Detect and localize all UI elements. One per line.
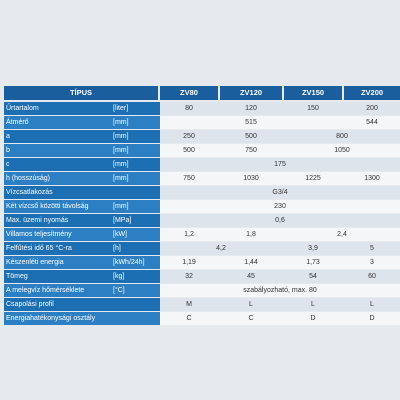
row-unit: [mm]: [110, 172, 161, 185]
value-cell: 1,73: [306, 259, 320, 266]
row-label: a: [4, 130, 110, 143]
row-dim-a: [0, 130, 400, 144]
row-unit: [mm]: [110, 130, 161, 143]
row-label: Vízcsatlakozás: [4, 186, 110, 199]
header-zv80: ZV80: [160, 86, 218, 100]
row-label: Energiahatékonysági osztály: [4, 312, 110, 325]
value-cell: 1225: [305, 175, 321, 182]
row-unit: [mm]: [110, 144, 161, 157]
value-cell: 1300: [364, 175, 380, 182]
row-label: Felfűtési idő 65 °C-ra: [4, 242, 110, 255]
row-label: Készenléti energia: [4, 256, 110, 269]
row-unit: [kg]: [110, 270, 161, 283]
row-label: c: [4, 158, 110, 171]
row-label: b: [4, 144, 110, 157]
value-cell: 2,4: [337, 231, 347, 238]
row-tapping-profile: [0, 298, 400, 312]
row-unit: [mm]: [110, 158, 161, 171]
row-energy-class: [0, 312, 400, 326]
value-cell: 175: [274, 161, 286, 168]
value-cell: 230: [274, 203, 286, 210]
value-cell: 1,8: [246, 231, 256, 238]
value-cell: 5: [370, 245, 374, 252]
value-cell: 750: [183, 175, 195, 182]
value-cell: 54: [309, 273, 317, 280]
value-cell: G3/4: [272, 189, 288, 196]
value-cell: 500: [183, 147, 195, 154]
row-unit: [°C]: [110, 284, 161, 297]
value-cell: M: [186, 301, 192, 308]
value-cell: 750: [245, 147, 257, 154]
row-water-connection: [0, 186, 400, 200]
value-cell: 32: [185, 273, 193, 280]
row-unit: [mm]: [110, 200, 161, 213]
value-cell: D: [369, 315, 375, 322]
value-cell: 515: [245, 119, 257, 126]
row-weight: [0, 270, 400, 284]
value-cell: 150: [307, 105, 319, 112]
value-cell: C: [186, 315, 192, 322]
row-capacity: [0, 102, 400, 116]
row-dim-b: [0, 144, 400, 158]
value-cell: L: [311, 301, 315, 308]
row-unit: [MPa]: [110, 214, 161, 227]
row-label: Csapolási profil: [4, 298, 110, 311]
row-unit: [kWh/24h]: [110, 256, 161, 269]
row-dim-c: [0, 158, 400, 172]
value-cell: L: [370, 301, 374, 308]
value-cell: 200: [366, 105, 378, 112]
row-unit: [kW]: [110, 228, 161, 241]
value-cell: 1,2: [184, 231, 194, 238]
value-cell: 800: [336, 133, 348, 140]
value-cell: 1050: [334, 147, 350, 154]
value-cell: D: [310, 315, 316, 322]
value-cell: 1,44: [244, 259, 258, 266]
row-pipe-distance: [0, 200, 400, 214]
row-label: Űrtartalom: [4, 102, 110, 115]
value-cell: 0,6: [275, 217, 285, 224]
row-label: A melegvíz hőmérséklete: [4, 284, 110, 297]
row-standby-energy: [0, 256, 400, 270]
value-cell: szabályozható, max. 80: [243, 287, 317, 294]
row-unit: [110, 298, 161, 311]
value-cell: L: [249, 301, 253, 308]
header-zv120: ZV120: [220, 86, 282, 100]
header-zv200: ZV200: [344, 86, 400, 100]
value-cell: 3: [370, 259, 374, 266]
value-cell: 3,9: [308, 245, 318, 252]
row-diameter: [0, 116, 400, 130]
header-tipus: TÍPUS: [4, 86, 158, 100]
value-cell: 45: [247, 273, 255, 280]
row-label: h (hosszúság): [4, 172, 110, 185]
value-cell: C: [248, 315, 254, 322]
row-power: [0, 228, 400, 242]
row-unit: [mm]: [110, 116, 161, 129]
row-length: [0, 172, 400, 186]
value-cell: 1,19: [182, 259, 196, 266]
row-label: Átmérő: [4, 116, 110, 129]
row-unit: [liter]: [110, 102, 161, 115]
row-heatup-time: [0, 242, 400, 256]
value-cell: 250: [183, 133, 195, 140]
header-zv150: ZV150: [284, 86, 342, 100]
value-cell: 500: [245, 133, 257, 140]
row-unit: [110, 186, 161, 199]
value-cell: 120: [245, 105, 257, 112]
row-max-pressure: [0, 214, 400, 228]
value-cell: 60: [368, 273, 376, 280]
row-label: Két vízcső közötti távolság: [4, 200, 110, 213]
row-label: Villamos teljesítmény: [4, 228, 110, 241]
value-cell: 80: [185, 105, 193, 112]
row-unit: [h]: [110, 242, 161, 255]
table-header: [0, 86, 400, 100]
value-cell: 1030: [243, 175, 259, 182]
row-label: Tömeg: [4, 270, 110, 283]
row-unit: [110, 312, 161, 325]
row-water-temp: [0, 284, 400, 298]
value-cell: 544: [366, 119, 378, 126]
row-label: Max. üzemi nyomás: [4, 214, 110, 227]
value-cell: 4,2: [216, 245, 226, 252]
